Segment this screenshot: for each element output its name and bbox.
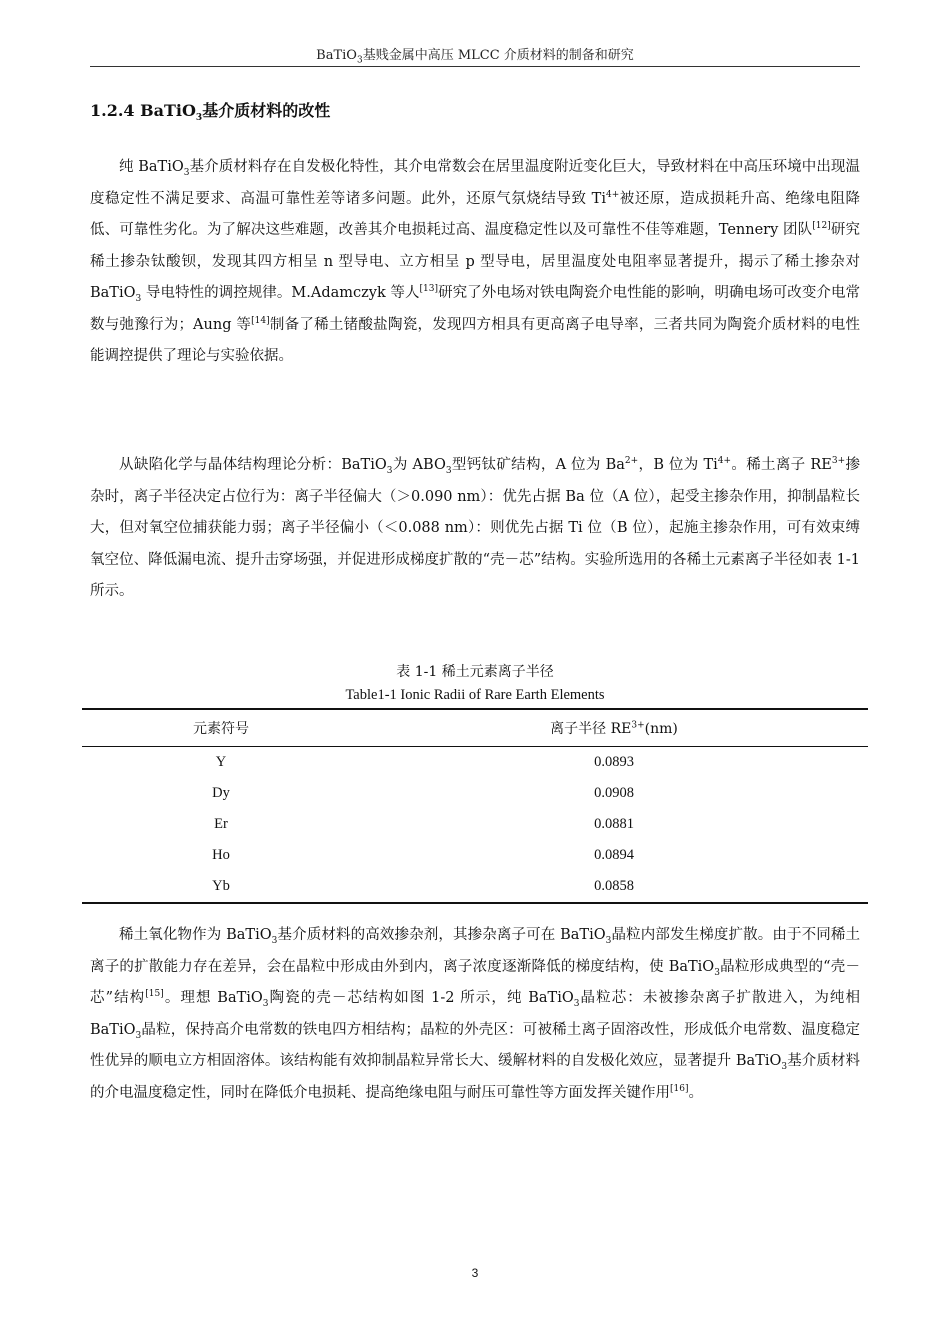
element-cell: Ho	[212, 847, 230, 863]
table-row	[82, 747, 868, 779]
radius-cell: 0.0908	[594, 785, 634, 801]
element-cell: Yb	[212, 878, 230, 894]
section-heading: 1.2.4 BaTiO$_3$基介质材料的改性	[90, 101, 331, 124]
radius-cell: 0.0893	[594, 754, 634, 770]
element-cell: Y	[215, 754, 227, 770]
citation-16[interactable]: [16]	[670, 1083, 689, 1094]
header-rule	[90, 66, 860, 67]
column-header-element: 元素符号	[82, 709, 360, 747]
page-number: 3	[471, 1266, 479, 1280]
citation-12[interactable]: [12]	[812, 221, 831, 232]
paragraph-1: 纯 BaTiO$_3$基介质材料存在自发极化特性，其介电常数会在居里温度附近变化巨大，导致材料在中高压环境中出现温度稳定性不满足要求、高温可靠性差等诸多问题。此外，还原气氛烧结导致 $Ti^{4+}$被还原，造成损耗升高、绝缘电阻降低、可靠性劣化。为了解决这些难题，改善其介电损耗过高、温度稳定性以及可靠性不佳等难题，Tennery 团队[12]研究稀土掺杂钛酸钡，发现其四方相呈 n 型导电、立方相呈 p 型导电，居里温度处电阻率显著提升，揭示了稀土掺杂对 BaTiO$_3$ 导电特性的调控规律。M.Adamczyk 等人[13]研究了外电场对铁电陶瓷介电性能的影响，明确电场可改变介电常数与弛豫行为；Aung 等[14]制备了稀土锗酸盐陶瓷，发现四方相具有更高离子电导率，三者共同为陶瓷介质材料的电性能调控提供了理论与实验依据。	[90, 159, 861, 364]
citation-13[interactable]: [13]	[419, 284, 439, 295]
element-cell: Dy	[212, 785, 230, 801]
table-header-row	[82, 709, 868, 747]
column-header-radius: 离子半径 $RE^{3+}(nm)$	[360, 709, 868, 747]
table-caption-zh: 表 1-1 稀土元素离子半径	[396, 664, 554, 680]
table-caption-en: Table1-1 Ionic Radii of Rare Earth Elements	[345, 687, 605, 703]
table-row	[82, 871, 868, 903]
ionic-radii-table	[82, 708, 868, 904]
radius-cell: 0.0894	[594, 847, 634, 863]
table-row	[82, 809, 868, 840]
running-header: BaTiO$_3$基贱金属中高压 MLCC 介质材料的制备和研究	[316, 48, 634, 66]
radius-cell: 0.0881	[594, 816, 634, 832]
paragraph-2: 从缺陷化学与晶体结构理论分析：BaTiO$_3$为 $ABO_3$型钙钛矿结构，A 位为 $Ba^{2+}$，B 位为 $Ti^{4+}$。稀土离子 $RE^{3+}$掺杂时，离子半径决定占位行为：离子半径偏大（＞0.090 nm）：优先占据 Ba 位（A 位），起受主掺杂作用，抑制晶粒长大，但对氧空位捕获能力弱；离子半径偏小（＜0.088 nm）：则优先占据 Ti 位（B 位），起施主掺杂作用，可有效束缚氧空位、降低漏电流、提升击穿场强，并促进形成梯度扩散的“壳－芯”结构。实验所选用的各稀土元素离子半径如表 1-1 所示。	[90, 456, 861, 599]
paragraph-3: 稀土氧化物作为 BaTiO$_3$基介质材料的高效掺杂剂，其掺杂离子可在 BaTiO$_3$晶粒内部发生梯度扩散。由于不同稀土离子的扩散能力存在差异，会在晶粒中形成由外到内，离子浓度逐渐降低的梯度结构，使 BaTiO$_3$晶粒形成典型的“壳－芯”结构[15]。理想 BaTiO$_3$陶瓷的壳－芯结构如图 1-2 所示，纯 BaTiO$_3$晶粒芯：未被掺杂离子扩散进入，为纯相 BaTiO$_3$晶粒，保持高介电常数的铁电四方相结构；晶粒的外壳区：可被稀土离子固溶改性，形成低介电常数、温度稳定性优异的顺电立方相固溶体。该结构能有效抑制晶粒异常长大、缓解材料的自发极化效应，显著提升 BaTiO$_3$基介质材料的介电温度稳定性，同时在降低介电损耗、提高绝缘电阻与耐压可靠性等方面发挥关键作用[16]。	[90, 927, 861, 1101]
citation-14[interactable]: [14]	[251, 315, 270, 326]
table-row	[82, 778, 868, 809]
table-row	[82, 840, 868, 871]
element-cell: Er	[214, 816, 228, 832]
radius-cell: 0.0858	[594, 878, 634, 894]
citation-15[interactable]: [15]	[145, 989, 164, 1000]
